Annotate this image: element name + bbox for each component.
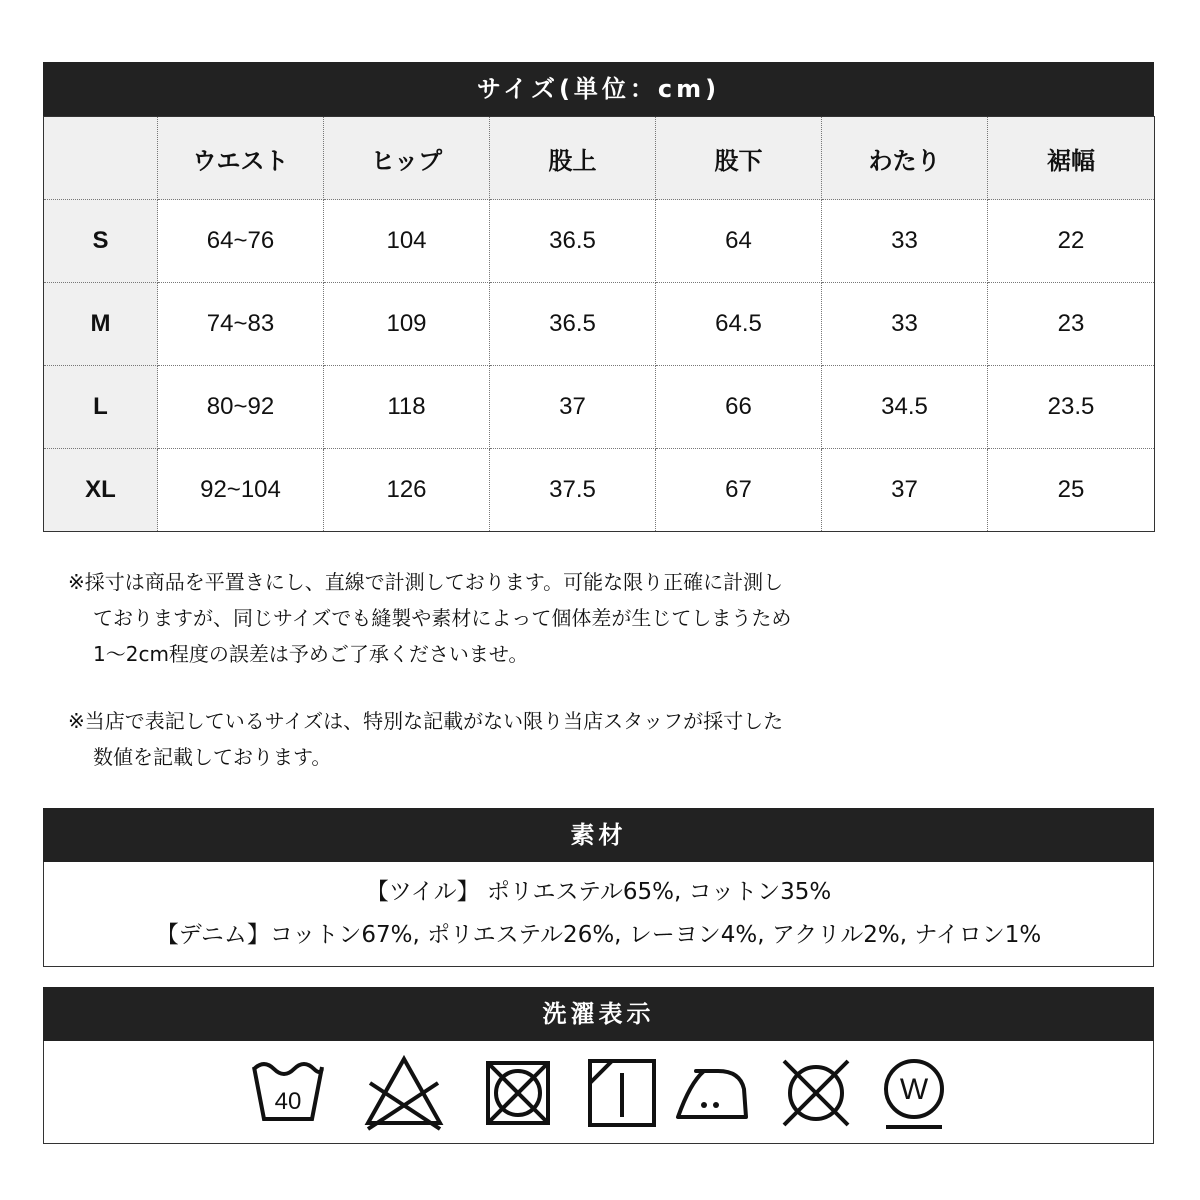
wet-clean-icon — [874, 1053, 954, 1133]
no-bleach-icon — [364, 1053, 444, 1133]
table-cell: 34.5 — [822, 366, 988, 449]
table-cell: 126 — [324, 449, 490, 532]
table-cell: 64~76 — [158, 200, 324, 283]
table-corner-cell — [44, 117, 158, 200]
line-dry-shade-icon — [582, 1053, 662, 1133]
no-tumble-dry-icon — [478, 1053, 558, 1133]
table-cell: 37 — [822, 449, 988, 532]
table-cell: 67 — [656, 449, 822, 532]
table-cell: 66 — [656, 366, 822, 449]
table-cell: 37 — [490, 366, 656, 449]
note-line: ておりますが、同じサイズでも縫製や素材によって個体差が生じてしまうため — [93, 606, 792, 630]
wash-temperature: 40 — [274, 1088, 302, 1115]
column-header-hem: 裾幅 — [988, 117, 1155, 200]
size-label: M — [44, 283, 158, 366]
material-line-denim: 【デニム】コットン67%, ポリエステル26%, レーヨン4%, アクリル2%, ナイロン1% — [155, 922, 1042, 948]
table-cell: 33 — [822, 200, 988, 283]
size-section-title: サイズ(単位：cm) — [43, 62, 1154, 116]
column-header-hip: ヒップ — [324, 117, 490, 200]
column-header-rise: 股上 — [490, 117, 656, 200]
size-label: L — [44, 366, 158, 449]
size-label: S — [44, 200, 158, 283]
measurement-note — [68, 564, 791, 672]
table-cell: 64 — [656, 200, 822, 283]
no-dry-clean-icon — [776, 1053, 856, 1133]
column-header-thigh: わたり — [822, 117, 988, 200]
table-cell: 92~104 — [158, 449, 324, 532]
table-cell: 25 — [988, 449, 1155, 532]
size-note — [68, 703, 783, 775]
material-line-twill: 【ツイル】 ポリエステル65%, コットン35% — [365, 879, 832, 905]
table-cell: 37.5 — [490, 449, 656, 532]
table-cell: 36.5 — [490, 283, 656, 366]
material-box — [43, 862, 1154, 967]
care-section-title: 洗濯表示 — [43, 987, 1154, 1041]
table-cell: 109 — [324, 283, 490, 366]
column-header-inseam: 股下 — [656, 117, 822, 200]
wash-40-icon — [248, 1053, 328, 1133]
table-row — [44, 283, 1155, 366]
table-row — [44, 200, 1155, 283]
table-cell: 80~92 — [158, 366, 324, 449]
table-cell: 104 — [324, 200, 490, 283]
iron-medium-icon — [674, 1053, 754, 1133]
note-line: ※当店で表記しているサイズは、特別な記載がない限り当店スタッフが採寸した — [68, 709, 784, 733]
table-cell: 23 — [988, 283, 1155, 366]
table-cell: 74~83 — [158, 283, 324, 366]
size-label: XL — [44, 449, 158, 532]
table-cell: 22 — [988, 200, 1155, 283]
note-line: ※採寸は商品を平置きにし、直線で計測しております。可能な限り正確に計測し — [68, 570, 784, 594]
size-table — [43, 116, 1155, 532]
table-cell: 36.5 — [490, 200, 656, 283]
care-icons-box — [43, 1041, 1154, 1144]
size-table-header-row — [44, 117, 1155, 200]
table-cell: 64.5 — [656, 283, 822, 366]
wet-clean-letter: W — [899, 1073, 929, 1106]
table-cell: 118 — [324, 366, 490, 449]
table-row — [44, 449, 1155, 532]
note-line: 数値を記載しております。 — [93, 745, 332, 769]
note-line: 1〜2cm程度の誤差は予めご了承くださいませ。 — [93, 642, 529, 666]
table-row — [44, 366, 1155, 449]
material-section-title: 素材 — [43, 808, 1154, 862]
table-cell: 23.5 — [988, 366, 1155, 449]
column-header-waist: ウエスト — [158, 117, 324, 200]
table-cell: 33 — [822, 283, 988, 366]
